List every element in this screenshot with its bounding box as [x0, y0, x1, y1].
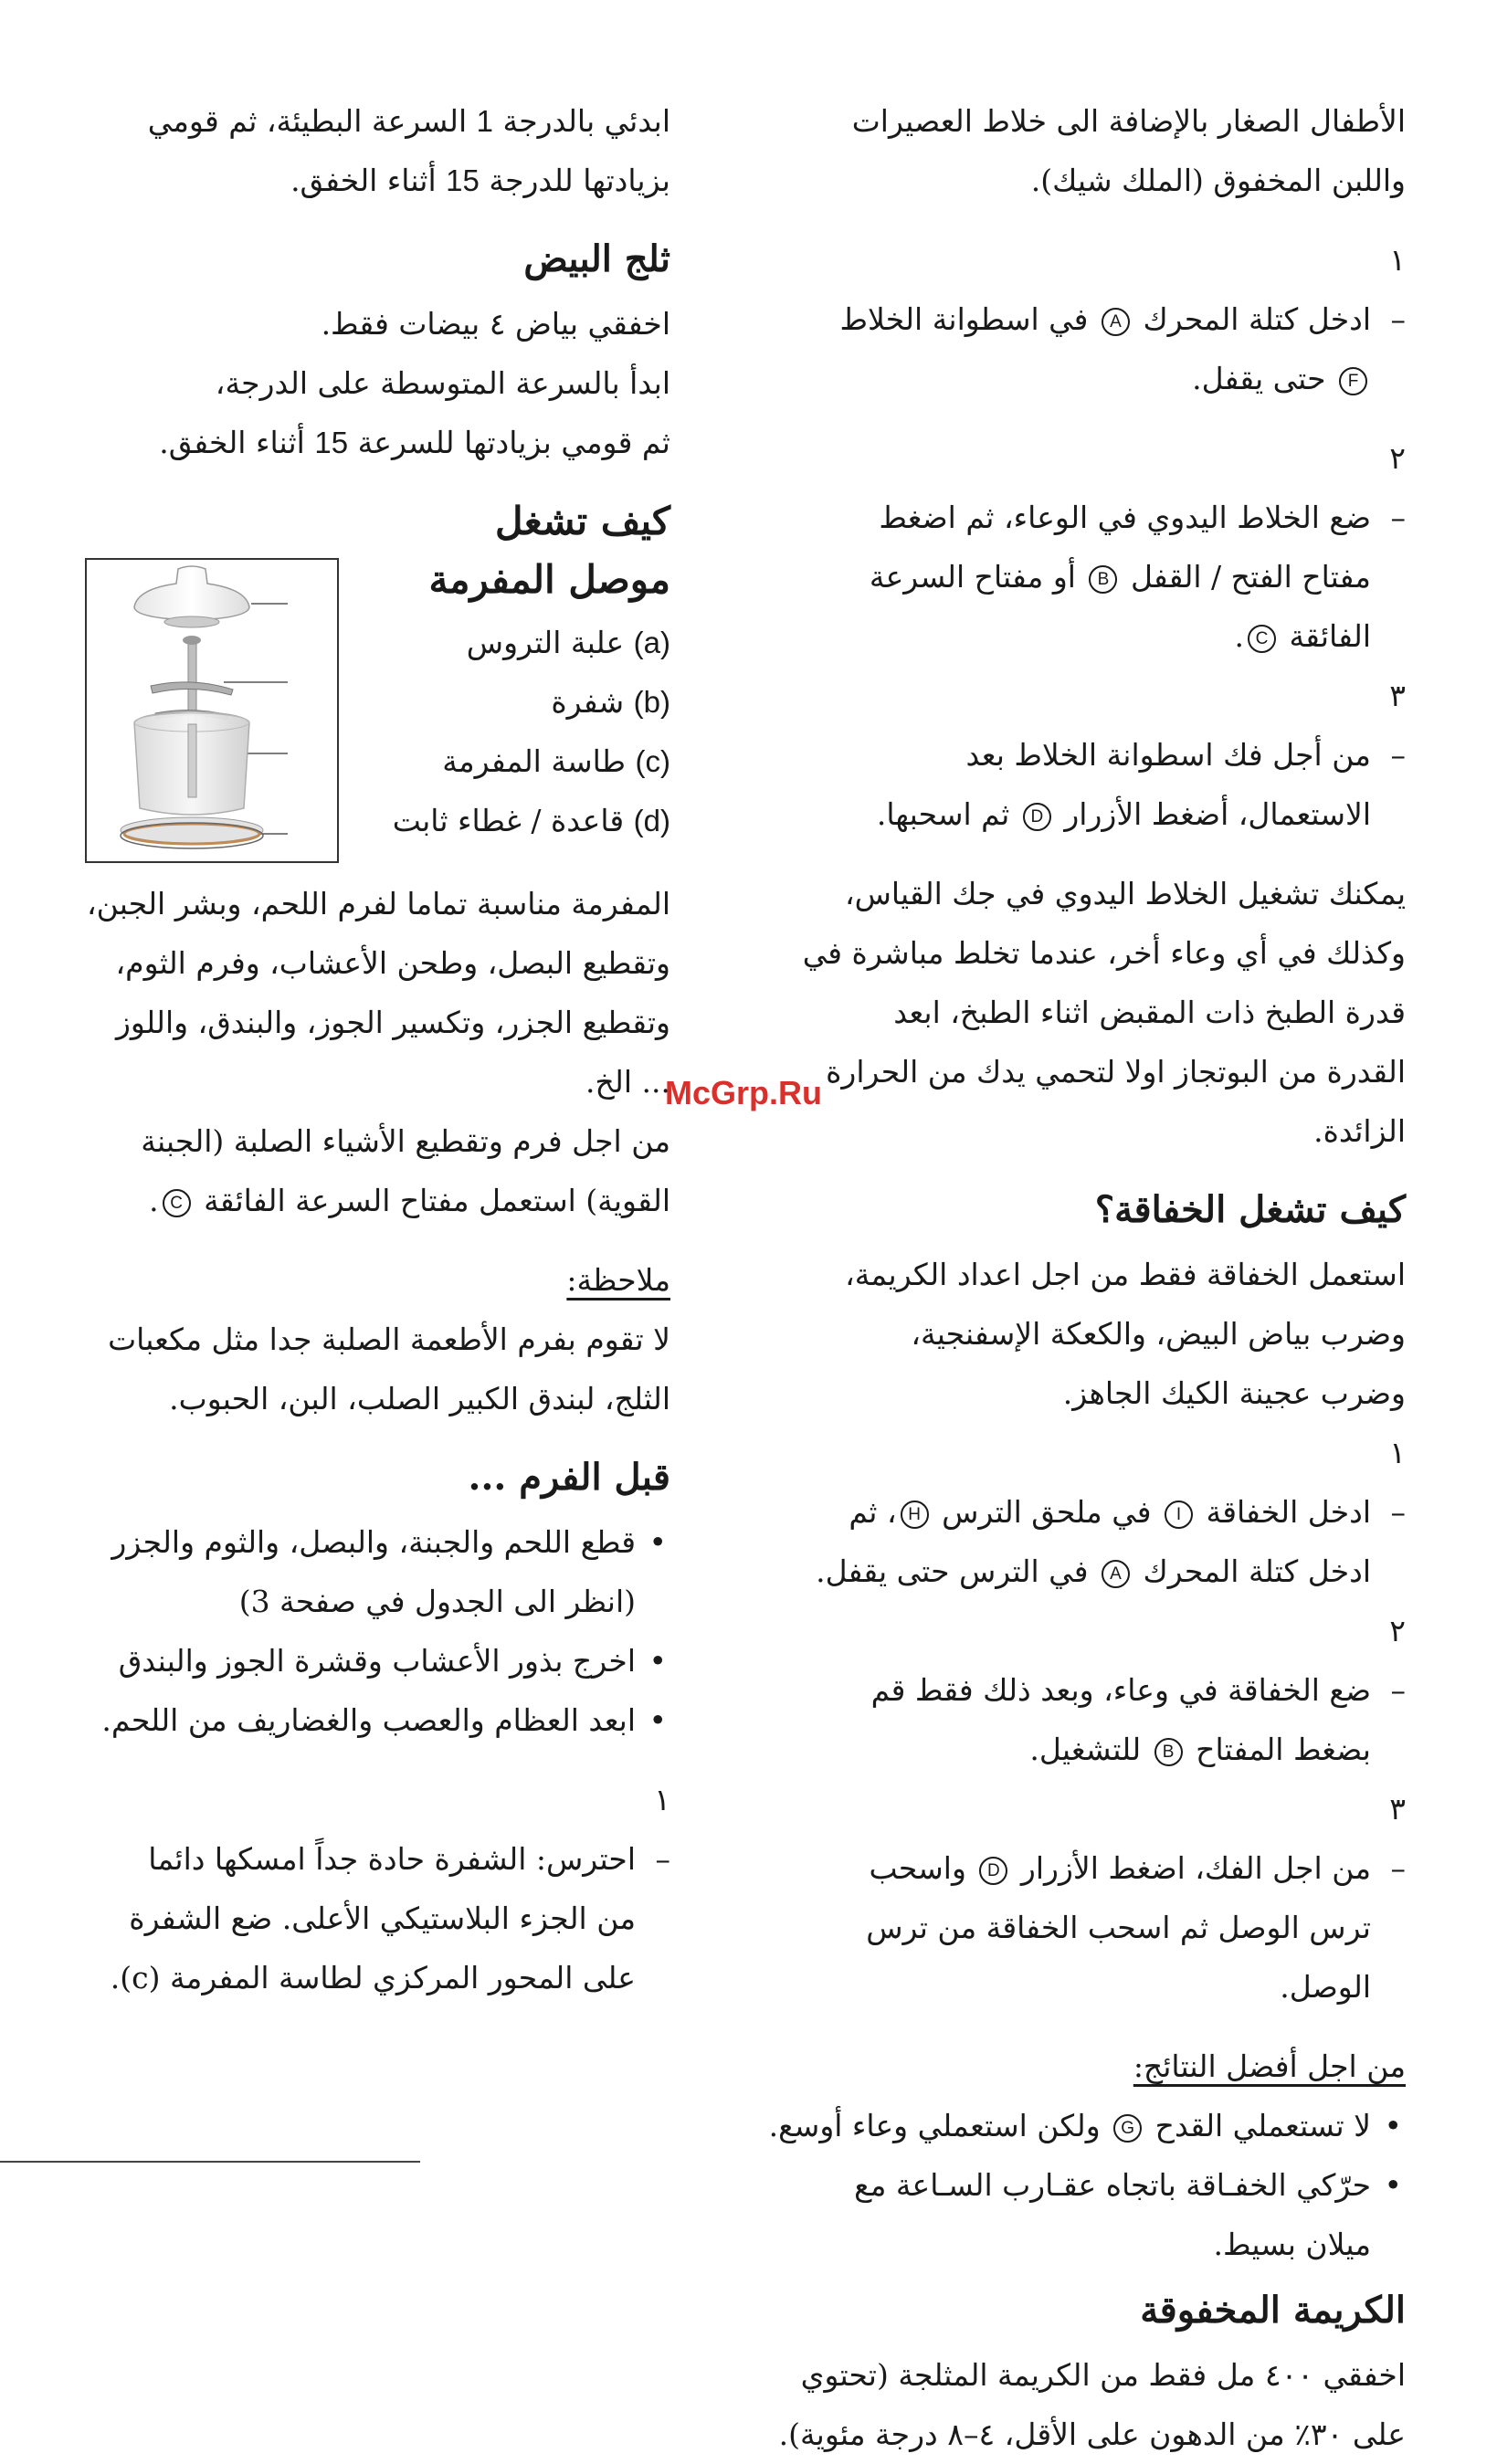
- watermark: McGrp.Ru: [665, 1074, 823, 1111]
- whipped-cream-paragraph: [766, 2345, 1406, 2464]
- text-line: وتقطيع الجزر، وتكسير الجوز، والبندق، واللوز: [115, 1005, 670, 1040]
- part-label: قاعدة / غطاء ثابت: [392, 803, 625, 838]
- text: في ملحق الترس: [942, 1494, 1152, 1530]
- part-tag: (c): [635, 744, 670, 778]
- blender-step-2: ٢ –ضع الخلاط اليدوي في الوعاء، ثم اضغط مفتاح الفتح / القفل B أو مفتاح السرعة الفائقة C.: [766, 428, 1406, 666]
- text-line: الثلج، لبندق الكبير الصلب، البن، الحبوب.: [169, 1381, 670, 1416]
- part-label: علبة التروس: [466, 625, 625, 660]
- callout-h-icon: H: [901, 1501, 929, 1529]
- text-line: ميلان بسيط.: [1213, 2227, 1371, 2262]
- intro-paragraph: [766, 91, 1406, 210]
- blender-step-1: [766, 230, 1406, 408]
- whisk-step-1: [766, 1423, 1406, 1601]
- text: من اجل الفك، اضغط الأزرار: [1020, 1850, 1371, 1886]
- text: أثناء الخفق.: [290, 163, 437, 198]
- text: ابدئي بالدرجة: [502, 103, 670, 139]
- text: أو مفتاح السرعة: [869, 559, 1076, 595]
- bullet-icon: •: [648, 1524, 667, 1560]
- text: ضع الخفاقة في وعاء، وبعد ذلك فقط قم: [870, 1672, 1371, 1708]
- text-line: واللبن المخفوق (الملك شيك).: [1030, 163, 1406, 198]
- step-number: ٣ –: [1389, 678, 1406, 773]
- whisk-heading: كيف تشغل الخفاقة؟: [1094, 1188, 1406, 1231]
- part-tag: (d): [633, 804, 670, 837]
- text: السرعة البطيئة، ثم قومي: [147, 103, 468, 139]
- text: ، ثم: [849, 1494, 897, 1530]
- text: اخرج بذور الأعشاب وقشرة الجوز والبندق: [118, 1643, 636, 1679]
- whisk-step-3: [766, 1779, 1406, 2016]
- whisk-intro: [766, 1245, 1406, 1423]
- text-line: اخفقي بياض ٤ بيضات فقط.: [321, 306, 670, 342]
- text-line: ترس الوصل ثم اسحب الخفاقة من ترس الوصل.: [866, 1910, 1371, 2005]
- text-line: ابدأ بالسرعة المتوسطة على الدرجة،: [215, 365, 670, 401]
- text: ضع الخلاط اليدوي في الوعاء، ثم اضغط: [879, 500, 1371, 535]
- callout-g-icon: G: [1113, 2114, 1142, 2143]
- part-tag: (a): [633, 626, 670, 659]
- chopper-illustration: [85, 558, 339, 863]
- text: بضغط المفتاح: [1196, 1732, 1371, 1767]
- text: ثم اسحبها.: [876, 796, 1010, 832]
- before-chopping-list: [86, 1512, 670, 1750]
- egg-whites-paragraph: [86, 294, 670, 472]
- text-line: القدرة من البوتجاز اولا لتحمي يدك من الحرارة: [826, 1054, 1406, 1090]
- text-line: على ٣٠٪ من الدهون على الأقل، ٤–٨ درجة مئوية).: [778, 2417, 1406, 2452]
- part-label: طاسة المفرمة: [442, 743, 627, 779]
- whisk-step-2: [766, 1601, 1406, 1779]
- chopper-drawing: [87, 560, 337, 861]
- blender-step-3: [766, 666, 1406, 844]
- measuring-jug-paragraph: [766, 864, 1406, 1161]
- callout-a-icon: A: [1102, 308, 1130, 336]
- callout-a-icon: A: [1102, 1560, 1130, 1588]
- bullet-icon: •: [648, 1643, 667, 1679]
- text: الاستعمال، أضغط الأزرار: [1064, 796, 1371, 832]
- text: بزيادتها للدرجة: [489, 163, 670, 198]
- callout-c-icon: C: [1248, 625, 1276, 653]
- text: واسحب: [869, 1850, 966, 1886]
- text-line: وضرب عجينة الكيك الجاهز.: [1062, 1375, 1406, 1411]
- text-line: من الجزء البلاستيكي الأعلى. ضع الشفرة: [129, 1901, 636, 1936]
- callout-b-icon: B: [1089, 565, 1117, 594]
- callout-f-icon: F: [1339, 367, 1367, 395]
- part-label: شفرة: [551, 684, 625, 720]
- text-line: الأطفال الصغار بالإضافة الى خلاط العصيرات: [851, 103, 1406, 139]
- step-number: ١ –: [1389, 242, 1406, 337]
- text: ادخل كتلة المحرك: [1143, 1553, 1371, 1589]
- chopper-heading-line-1: كيف تشغل: [495, 499, 670, 543]
- bullet-icon: •: [648, 1702, 667, 1738]
- step-number: ٣ –: [1389, 1791, 1406, 1886]
- step-number: ٢ –: [1389, 440, 1406, 535]
- text-line: الزائدة.: [1313, 1113, 1406, 1149]
- text: حرّكي الخفـاقة باتجاه عقـارب السـاعة مع: [854, 2167, 1371, 2203]
- text-line: على المحور المركزي لطاسة المفرمة (c).: [110, 1960, 636, 1995]
- chopper-step-1: [86, 1770, 670, 2007]
- text: الفائقة: [1289, 618, 1371, 654]
- chopper-uses-paragraph: [86, 874, 670, 1111]
- text: ادخل كتلة المحرك: [1143, 301, 1371, 337]
- bullet-icon: •: [1384, 2108, 1402, 2143]
- text: حتى يقفل.: [1192, 361, 1326, 396]
- callout-d-icon: D: [979, 1857, 1007, 1885]
- text: ولكن استعملي وعاء أوسع.: [768, 2108, 1101, 2143]
- best-results-title: من اجل أفضل النتائج:: [1133, 2048, 1406, 2084]
- text-line: ... الخ.: [585, 1064, 670, 1100]
- text: احترس: الشفرة حادة جداً امسكها دائما: [148, 1841, 636, 1877]
- bullet-icon: •: [1384, 2167, 1402, 2203]
- text-line: وضرب بياض البيض، والكعكة الإسفنجية،: [911, 1316, 1406, 1352]
- text: في اسطوانة الخلاط: [839, 301, 1089, 337]
- note-title: ملاحظة:: [566, 1262, 670, 1298]
- before-chopping-heading: قبل الفرم ...: [468, 1456, 670, 1499]
- callout-c-icon: C: [163, 1189, 191, 1217]
- speed-number: 1: [476, 104, 493, 138]
- speed-paragraph: [86, 91, 670, 210]
- text: قطع اللحم والجبنة، والبصل، والثوم والجزر: [111, 1524, 636, 1560]
- text-line: وتقطيع البصل، وطحن الأعشاب، وفرم الثوم،: [115, 945, 670, 981]
- left-column: [86, 91, 670, 2007]
- right-column: [766, 91, 1406, 2464]
- callout-d-icon: D: [1023, 803, 1051, 831]
- part-tag: (b): [633, 685, 670, 719]
- text-line: اخفقي ٤٠٠ مل فقط من الكريمة المثلجة (تحتوي: [800, 2357, 1406, 2393]
- egg-whites-heading: ثلج البيض: [523, 237, 670, 280]
- text: مفتاح الفتح / القفل: [1130, 559, 1371, 595]
- callout-i-icon: I: [1165, 1501, 1193, 1529]
- text: القوية) استعمل مفتاح السرعة الفائقة: [204, 1183, 670, 1218]
- step-number: ١ –: [1389, 1435, 1406, 1530]
- chopper-heading-line-2: موصل المفرمة: [428, 557, 670, 602]
- text-line: لا تقوم بفرم الأطعمة الصلبة جدا مثل مكعبات: [108, 1322, 670, 1357]
- text-line: استعمل الخفاقة فقط من اجل اعداد الكريمة،: [845, 1257, 1406, 1292]
- text-line: قدرة الطبخ ذات المقبض اثناء الطبخ، ابعد: [893, 995, 1406, 1030]
- text: ابعد العظام والعصب والغضاريف من اللحم.: [101, 1702, 636, 1738]
- text: في الترس حتى يقفل.: [816, 1553, 1089, 1589]
- footer-divider: [0, 2161, 420, 2163]
- hard-foods-paragraph: من اجل فرم وتقطيع الأشياء الصلبة (الجبنة القوية) استعمل مفتاح السرعة الفائقة C.: [86, 1111, 670, 1230]
- text: أثناء الخفق.: [159, 425, 305, 460]
- text: ادخل الخفاقة: [1206, 1494, 1371, 1530]
- step-number: ٢ –: [1389, 1613, 1406, 1708]
- whipped-cream-heading: الكريمة المخفوقة: [1140, 2289, 1406, 2332]
- text-line: المفرمة مناسبة تماما لفرم اللحم، وبشر الجبن،: [86, 886, 670, 921]
- text: من أجل فك اسطوانة الخلاط بعد: [965, 737, 1371, 773]
- text: للتشغيل.: [1029, 1732, 1142, 1767]
- step-number: ١ –: [654, 1782, 670, 1877]
- text: ثم قومي بزيادتها للسرعة: [357, 425, 670, 460]
- text-line: يمكنك تشغيل الخلاط اليدوي في جك القياس،: [844, 876, 1406, 911]
- speed-number: 15: [446, 163, 480, 197]
- callout-b-icon: B: [1154, 1738, 1183, 1766]
- text: لا تستعملي القدح: [1154, 2108, 1371, 2143]
- speed-number: 15: [314, 426, 349, 459]
- text-line: (انظر الى الجدول في صفحة 3): [238, 1584, 636, 1619]
- note-paragraph: [86, 1310, 670, 1428]
- best-results-list: [766, 2096, 1406, 2274]
- text-line: من اجل فرم وتقطيع الأشياء الصلبة (الجبنة: [141, 1123, 670, 1159]
- text-line: وكذلك في أي وعاء أخر، عندما تخلط مباشرة في: [802, 935, 1406, 971]
